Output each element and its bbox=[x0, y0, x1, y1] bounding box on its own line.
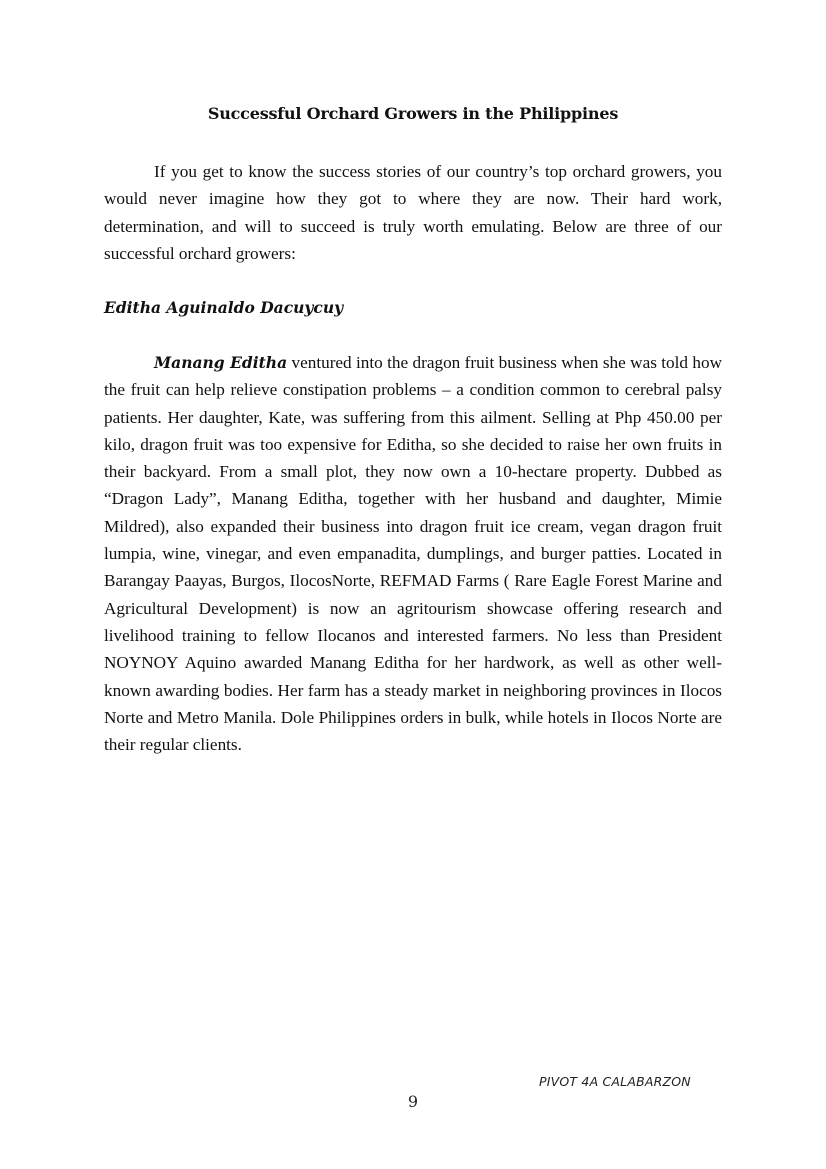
page-number: 9 bbox=[407, 1092, 419, 1111]
intro-paragraph: If you get to know the success stories of our country’s top orchard growers, you would never imagine how they got to where they are now. Their hard work, determination, and will to succeed is truly worth emulating. Below are three of our successful orchard growers: bbox=[104, 162, 722, 263]
section-paragraph bbox=[104, 349, 722, 758]
section-heading: Editha Aguinaldo Dacuycuy bbox=[104, 298, 344, 317]
page-title: Successful Orchard Growers in the Philippines bbox=[207, 104, 619, 123]
paragraph-body: ventured into the dragon fruit business when she was told how the fruit can help relieve constipation problems – a condition common to cerebral palsy patients. Her daughter, Kate, was suffering from this ailment. Selling at Php 450.00 per kilo, dragon fruit was too expensive for Editha, so she decided to raise her own fruits in their backyard. From a small plot, they now own a 10-hectare property. Dubbed as “Dragon Lady”, Manang Editha, together with her husband and daughter, Mimie Mildred), also expanded their business into dragon fruit ice cream, vegan dragon fruit lumpia, wine, vinegar, and even empanadita, dumplings, and burger patties. Located in Barangay Paayas, Burgos, IlocosNorte, REFMAD Farms ( Rare Eagle Forest Marine and Agricultural Development) is now an agritourism showcase offering research and livelihood training to fellow Ilocanos and interested farmers. No less than President NOYNOY Aquino awarded Manang Editha for her hardwork, as well as other well- known awarding bodies. Her farm has a steady market in neighboring provinces in Ilocos Norte and Metro Manila. Dole Philippines orders in bulk, while hotels in Ilocos Norte are their regular clients. bbox=[104, 353, 722, 755]
paragraph-lead-name: Manang Editha bbox=[154, 353, 288, 372]
footer-label: PIVOT 4A CALABARZON bbox=[539, 1074, 691, 1089]
